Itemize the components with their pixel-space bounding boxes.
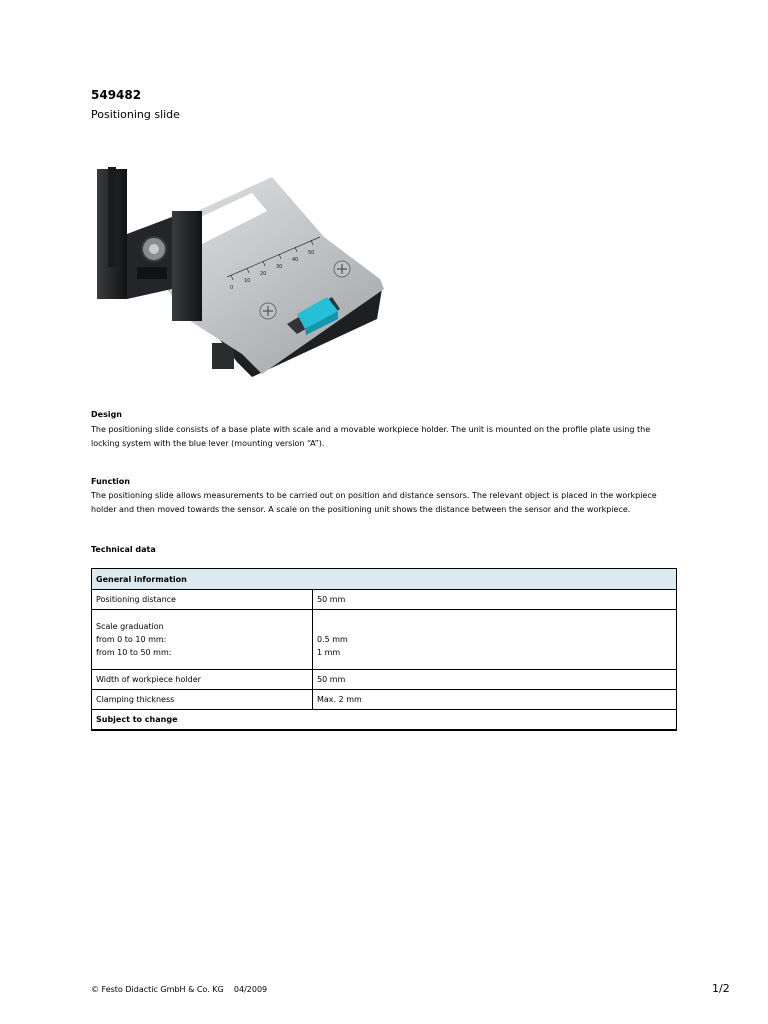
footer-copyright: © Festo Didactic GmbH & Co. KG 04/2009 <box>91 985 268 994</box>
table-cell-label: Positioning distance <box>92 590 313 610</box>
table-cell-value: Max. 2 mm <box>313 690 677 710</box>
table-cell-value: 50 mm <box>313 670 677 690</box>
table-row <box>92 590 677 610</box>
table-cell-value: 0.5 mm 1 mm <box>313 610 677 670</box>
table-row <box>92 690 677 710</box>
table-row <box>92 670 677 690</box>
scale-label: 50 <box>308 250 315 256</box>
table-row <box>92 610 677 670</box>
table-cell-label: Width of workpiece holder <box>92 670 313 690</box>
function-heading: Function <box>91 477 130 486</box>
table-header-cell: General information <box>92 569 677 590</box>
table-cell-label: Clamping thickness <box>92 690 313 710</box>
table-footer-row <box>92 710 677 731</box>
design-heading: Design <box>91 410 122 419</box>
technical-data-table <box>91 568 677 731</box>
technical-data-heading: Technical data <box>91 545 156 554</box>
product-name: Positioning slide <box>91 108 180 121</box>
part-number: 549482 <box>91 88 142 102</box>
scale-label: 0 <box>230 285 234 291</box>
design-text: The positioning slide consists of a base plate with scale and a movable workpiece holder. The unit is mounted on the profile plate using the locking system with the blue lever (mounting version “A”). <box>91 425 651 448</box>
table-cell-value: 50 mm <box>313 590 677 610</box>
table-cell-label: Scale graduation from 0 to 10 mm: from 10 to 50 mm: <box>92 610 313 670</box>
function-text: The positioning slide allows measurements to be carried out on position and distance sensors. The relevant object is placed in the workpiece holder and then moved towards the sensor. A scale on the positioning unit shows the distance between the sensor and the workpiece. <box>91 491 657 514</box>
page-number: 1/2 <box>712 982 730 995</box>
product-image <box>92 149 384 381</box>
table-footer-cell: Subject to change <box>92 710 677 731</box>
scale-label: 20 <box>260 271 267 277</box>
scale-label: 40 <box>292 257 299 263</box>
scale-label: 30 <box>276 264 283 270</box>
table-header-row <box>92 569 677 590</box>
scale-label: 10 <box>244 278 251 284</box>
